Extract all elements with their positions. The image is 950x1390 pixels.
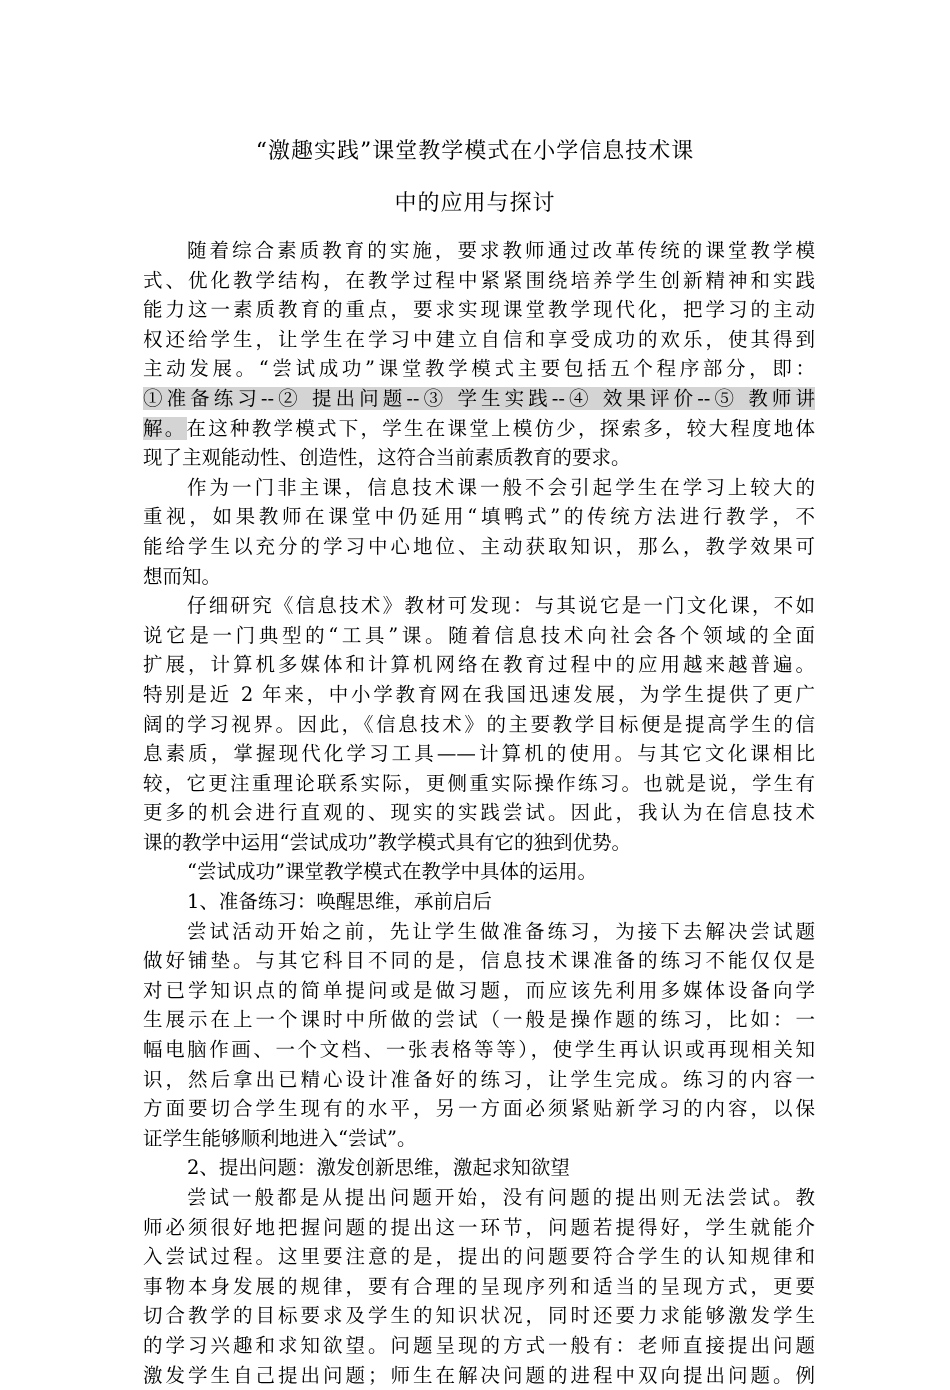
text-line: 较，它更注重理论联系实际，更侧重实际操作练习。也就是说，学生有: [143, 771, 815, 795]
text-line: 识，然后拿出已精心设计准备好的练习，让学生完成。练习的内容一: [143, 1067, 815, 1091]
text-line: 扩展，计算机多媒体和计算机网络在教育过程中的应用越来越普遍。: [143, 653, 815, 677]
text-line: 的学习兴趣和求知欲望。问题呈现的方式一般有：老师直接提出问题: [143, 1333, 815, 1357]
text-line: 式、优化教学结构，在教学过程中紧紧围绕培养学生创新精神和实践: [143, 268, 815, 292]
highlighted-steps-tail: 解。: [143, 416, 187, 440]
text-line: “尝试成功”课堂教学模式在教学中具体的运用。: [187, 860, 597, 884]
text-line: 幅电脑作画、一个文档、一张表格等等），使学生再认识或再现相关知: [143, 1038, 815, 1062]
text-line: 事物本身发展的规律，要有合理的呈现序列和适当的呈现方式，更要: [143, 1274, 815, 1298]
text-line: 对已学知识点的简单提问或是做习题，而应该先利用多媒体设备向学: [143, 978, 815, 1002]
text-line: 重视，如果教师在课堂中仍延用“填鸭式”的传统方法进行教学，不: [143, 505, 815, 529]
text-line: 课的教学中运用“尝试成功”教学模式具有它的独到优势。: [143, 830, 631, 854]
text-line: 仔细研究《信息技术》教材可发现：与其说它是一门文化课，不如: [187, 594, 815, 618]
document-subtitle: 中的应用与探讨: [394, 191, 556, 216]
text-line: 能力这一素质教育的重点，要求实现课堂教学现代化，把学习的主动: [143, 298, 815, 322]
text-line: 入尝试过程。这里要注意的是，提出的问题要符合学生的认知规律和: [143, 1245, 815, 1269]
text-line: 主动发展。“尝试成功”课堂教学模式主要包括五个程序部分，即：: [143, 357, 815, 381]
section-heading: 2、提出问题：激发创新思维，激起求知欲望: [187, 1156, 570, 1180]
text-line: 尝试一般都是从提出问题开始，没有问题的提出则无法尝试。教: [187, 1186, 815, 1209]
document-title: “激趣实践”课堂教学模式在小学信息技术课: [255, 139, 695, 164]
text-line: [143, 414, 815, 444]
text-line: 息素质，掌握现代化学习工具——计算机的使用。与其它文化课相比: [143, 742, 815, 766]
text-line: 说它是一门典型的“工具”课。随着信息技术向社会各个领域的全面: [143, 623, 815, 647]
text-line: 做好铺垫。与其它科目不同的是，信息技术课准备的练习不能仅仅是: [143, 949, 815, 973]
text-line: 权还给学生，让学生在学习中建立自信和享受成功的欢乐，使其得到: [143, 327, 815, 351]
text-line: 证学生能够顺利地进入“尝试”。: [143, 1126, 417, 1150]
text-line: 现了主观能动性、创造性，这符合当前素质教育的要求。: [143, 446, 631, 470]
text-line: 随着综合素质教育的实施，要求教师通过改革传统的课堂教学模: [187, 239, 815, 262]
text-line: 能给学生以充分的学习中心地位、主动获取知识，那么，教学效果可: [143, 534, 815, 558]
text-line: 生展示在上一个课时中所做的尝试（一般是操作题的练习，比如：一: [143, 1008, 815, 1032]
text-line: 激发学生自己提出问题；师生在解决问题的进程中双向提出问题。例: [143, 1363, 815, 1387]
text-line: 特别是近 2 年来，中小学教育网在我国迅速发展，为学生提供了更广: [143, 682, 815, 706]
text-line: 方面要切合学生现有的水平，另一方面必须紧贴新学习的内容，以保: [143, 1097, 815, 1121]
text-line: 想而知。: [143, 564, 222, 588]
highlighted-steps: ①准备练习--② 提出问题--③ 学生实践--④ 效果评价--⑤ 教师讲: [143, 386, 815, 410]
text-line: 切合教学的目标要求及学生的知识状况，同时还要力求能够激发学生: [143, 1304, 815, 1328]
text-line: 阔的学习视界。因此，《信息技术》的主要教学目标便是提高学生的信: [143, 712, 815, 736]
document-body: [143, 236, 815, 1390]
section-heading: 1、准备练习：唤醒思维，承前启后: [187, 890, 492, 914]
text-line: [143, 384, 815, 414]
text-line: 师必须很好地把握问题的提出这一环节，问题若提得好，学生就能介: [143, 1215, 815, 1239]
text-line: 更多的机会进行直观的、现实的实践尝试。因此，我认为在信息技术: [143, 801, 815, 825]
text-line: 作为一门非主课，信息技术课一般不会引起学生在学习上较大的: [187, 475, 815, 499]
text-line-continued: 在这种教学模式下，学生在课堂上模仿少，探索多，较大程度地体: [186, 416, 815, 440]
text-line: 尝试活动开始之前，先让学生做准备练习，为接下去解决尝试题: [187, 919, 815, 943]
